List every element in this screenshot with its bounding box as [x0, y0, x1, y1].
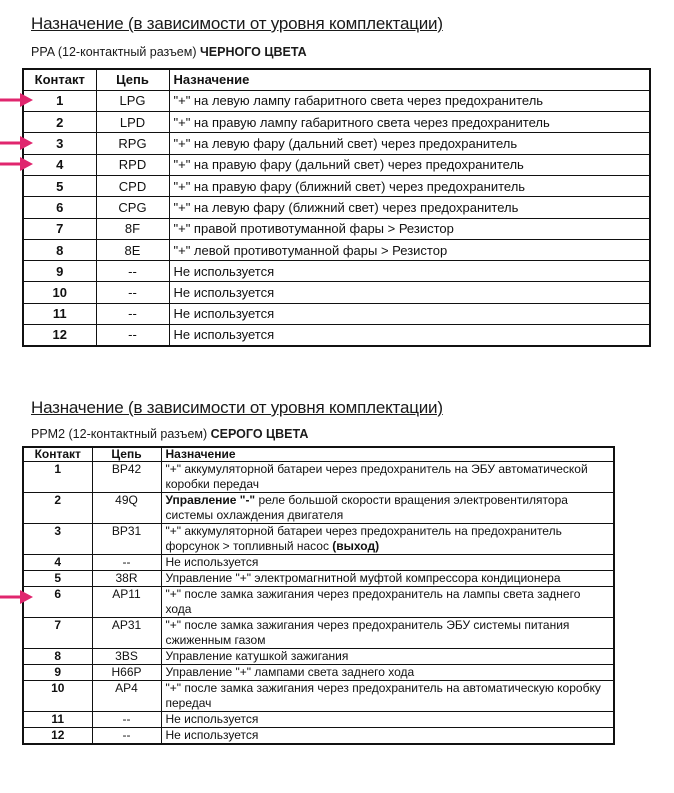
circuit-cell: BP42: [92, 462, 161, 493]
col-header-purpose: Назначение: [161, 447, 614, 462]
table-row: [23, 681, 614, 712]
purpose-text: реле большой скорости вращения электровентилятора системы охлаждения двигателя: [165, 493, 568, 522]
purpose-bold-prefix: Управление "-": [165, 493, 256, 507]
contact-cell: 11: [23, 303, 96, 324]
connector-color: СЕРОГО ЦВЕТА: [210, 427, 309, 441]
circuit-cell: RPD: [96, 154, 169, 175]
purpose-text: Управление катушкой зажигания: [165, 649, 349, 663]
purpose-bold-suffix: (выход): [332, 539, 380, 553]
contact-cell: 9: [23, 261, 96, 282]
contact-cell: 12: [23, 728, 92, 745]
purpose-cell: [161, 681, 614, 712]
contact-cell: 2: [23, 112, 96, 133]
circuit-cell: LPD: [96, 112, 169, 133]
purpose-cell: "+" на левую фару (ближний свет) через предохранитель: [169, 197, 650, 218]
contact-cell: 12: [23, 325, 96, 346]
purpose-cell: Не используется: [169, 261, 650, 282]
table-row: [23, 197, 650, 218]
table-row: [23, 90, 650, 111]
contact-cell: 1: [23, 90, 96, 111]
contact-cell: 8: [23, 649, 92, 665]
contact-cell: 5: [23, 175, 96, 196]
circuit-cell: LPG: [96, 90, 169, 111]
purpose-cell: [161, 524, 614, 555]
purpose-cell: [161, 649, 614, 665]
table-row: [23, 239, 650, 260]
table-header-row: [23, 69, 650, 90]
section1-connector-label: [31, 45, 307, 59]
contact-cell: 8: [23, 239, 96, 260]
table-row: [23, 649, 614, 665]
circuit-cell: AP31: [92, 618, 161, 649]
purpose-cell: "+" на правую фару (ближний свет) через предохранитель: [169, 175, 650, 196]
contact-cell: 7: [23, 218, 96, 239]
contact-cell: 10: [23, 282, 96, 303]
circuit-cell: 8E: [96, 239, 169, 260]
purpose-text: "+" аккумуляторной батареи через предохранитель на предохранитель форсунок > топливный насос: [165, 524, 562, 553]
purpose-text: Не используется: [165, 728, 259, 742]
connector-name: PPA (12-контактный разъем): [31, 45, 200, 59]
col-header-purpose: Назначение: [169, 69, 650, 90]
circuit-cell: --: [92, 728, 161, 745]
purpose-text: "+" после замка зажигания через предохранитель ЭБУ системы питания сжиженным газом: [165, 618, 570, 647]
purpose-cell: [161, 712, 614, 728]
table-row: [23, 493, 614, 524]
purpose-cell: [161, 555, 614, 571]
contact-cell: 6: [23, 197, 96, 218]
purpose-cell: [161, 665, 614, 681]
section1-heading: Назначение (в зависимости от уровня комплектации): [31, 14, 443, 33]
table-row: [23, 325, 650, 346]
section2-connector-label: [31, 427, 308, 441]
col-header-contact: Контакт: [23, 447, 92, 462]
table-row: [23, 712, 614, 728]
purpose-cell: [161, 462, 614, 493]
purpose-text: Не используется: [165, 555, 259, 569]
purpose-cell: "+" на правую фару (дальний свет) через предохранитель: [169, 154, 650, 175]
purpose-cell: Не используется: [169, 282, 650, 303]
contact-cell: 5: [23, 571, 92, 587]
contact-cell: 3: [23, 524, 92, 555]
table-row: [23, 282, 650, 303]
purpose-cell: Не используется: [169, 303, 650, 324]
purpose-text: "+" после замка зажигания через предохранитель на лампы света заднего хода: [165, 587, 581, 616]
purpose-cell: [161, 587, 614, 618]
table-row: [23, 175, 650, 196]
circuit-cell: H66P: [92, 665, 161, 681]
section2-heading: Назначение (в зависимости от уровня комплектации): [31, 398, 443, 417]
table-row: [23, 261, 650, 282]
table-row: [23, 728, 614, 745]
pinout-table-ppm2: [22, 446, 615, 745]
purpose-cell: [161, 728, 614, 745]
table-row: [23, 218, 650, 239]
circuit-cell: BP31: [92, 524, 161, 555]
table-row: [23, 462, 614, 493]
circuit-cell: AP4: [92, 681, 161, 712]
pointer-arrow-icon: [0, 93, 33, 107]
circuit-cell: --: [96, 261, 169, 282]
contact-cell: 9: [23, 665, 92, 681]
table-row: [23, 587, 614, 618]
circuit-cell: 8F: [96, 218, 169, 239]
table-row: [23, 618, 614, 649]
table-row: [23, 555, 614, 571]
pointer-arrow-icon: [0, 157, 33, 171]
purpose-cell: [161, 493, 614, 524]
table-header-row: [23, 447, 614, 462]
contact-cell: 10: [23, 681, 92, 712]
purpose-cell: "+" левой противотуманной фары > Резистор: [169, 239, 650, 260]
circuit-cell: RPG: [96, 133, 169, 154]
col-header-circuit: Цепь: [96, 69, 169, 90]
contact-cell: 7: [23, 618, 92, 649]
contact-cell: 11: [23, 712, 92, 728]
circuit-cell: --: [96, 282, 169, 303]
circuit-cell: --: [92, 555, 161, 571]
purpose-text: Не используется: [165, 712, 259, 726]
contact-cell: 1: [23, 462, 92, 493]
col-header-circuit: Цепь: [92, 447, 161, 462]
circuit-cell: --: [96, 325, 169, 346]
purpose-text: Управление "+" электромагнитной муфтой компрессора кондиционера: [165, 571, 561, 585]
purpose-cell: [161, 571, 614, 587]
purpose-cell: [161, 618, 614, 649]
purpose-cell: "+" на левую лампу габаритного света через предохранитель: [169, 90, 650, 111]
table-row: [23, 665, 614, 681]
circuit-cell: 3BS: [92, 649, 161, 665]
purpose-text: "+" аккумуляторной батареи через предохранитель на ЭБУ автоматической коробки передач: [165, 462, 588, 491]
purpose-cell: "+" правой противотуманной фары > Резистор: [169, 218, 650, 239]
table-row: [23, 571, 614, 587]
table-row: [23, 524, 614, 555]
contact-cell: 6: [23, 587, 92, 618]
circuit-cell: CPG: [96, 197, 169, 218]
contact-cell: 4: [23, 555, 92, 571]
table-row: [23, 133, 650, 154]
table-row: [23, 112, 650, 133]
pointer-arrow-icon: [0, 590, 33, 604]
circuit-cell: 38R: [92, 571, 161, 587]
purpose-cell: "+" на левую фару (дальний свет) через предохранитель: [169, 133, 650, 154]
purpose-text: Управление "+" лампами света заднего хода: [165, 665, 415, 679]
connector-color: ЧЕРНОГО ЦВЕТА: [200, 45, 307, 59]
circuit-cell: --: [96, 303, 169, 324]
contact-cell: 3: [23, 133, 96, 154]
contact-cell: 4: [23, 154, 96, 175]
purpose-text: "+" после замка зажигания через предохранитель на автоматическую коробку передач: [165, 681, 601, 710]
pointer-arrow-icon: [0, 136, 33, 150]
table-row: [23, 154, 650, 175]
purpose-cell: Не используется: [169, 325, 650, 346]
col-header-contact: Контакт: [23, 69, 96, 90]
circuit-cell: --: [92, 712, 161, 728]
pinout-table-ppa: [22, 68, 651, 347]
contact-cell: 2: [23, 493, 92, 524]
table-row: [23, 303, 650, 324]
purpose-cell: "+" на правую лампу габаритного света через предохранитель: [169, 112, 650, 133]
circuit-cell: AP11: [92, 587, 161, 618]
circuit-cell: CPD: [96, 175, 169, 196]
circuit-cell: 49Q: [92, 493, 161, 524]
connector-name: PPM2 (12-контактный разъем): [31, 427, 211, 441]
